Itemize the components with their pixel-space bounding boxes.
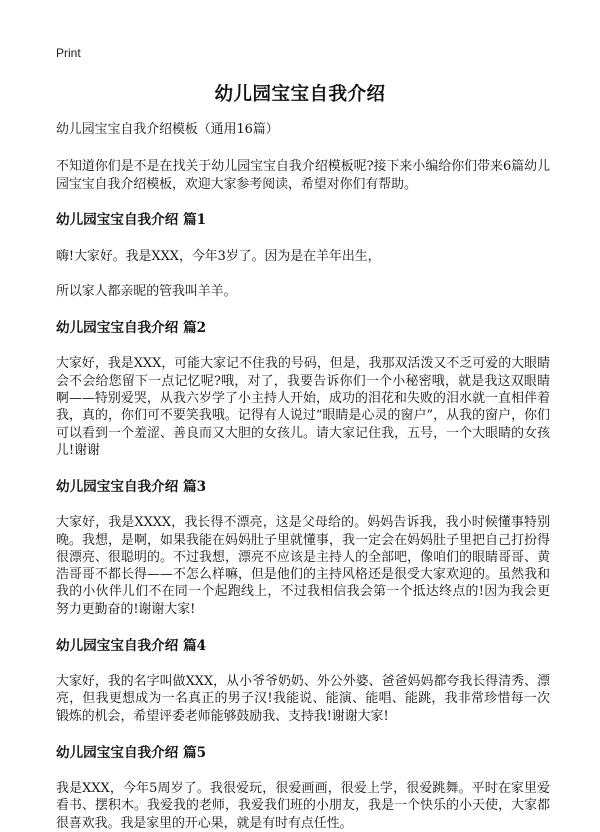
section-4-paragraph-1: 大家好，我的名字叫做XXX，从小爷爷奶奶、外公外婆、爸爸妈妈都夸我长得清秀、漂亮，但我更想成为一名真正的男子汉!我能说、能演、能唱、能跳，我非常珍惜每一次锻炼的机会，希望评委老师能够鼓励我、支持我!谢谢大家! <box>56 674 550 724</box>
section-3-paragraph-1: 大家好，我是XXXX，我长得不漂亮，这是父母给的。妈妈告诉我，我小时候懂事特别晚。我想，是啊，如果我能在妈妈肚子里就懂事，我一定会在妈妈肚子里把自己打扮得很漂亮、很聪明的。不过我想，漂亮不应该是主持人的全部吧，像咱们的眼睛哥哥、黄浩哥哥不都长得——不怎么样嘛，但是他们的主持风格还是很受大家欢迎的。虽然我和我的小伙伴儿们不在同一个起跑线上，不过我相信我会第一个抵达终点的!因为我会更努力更勤奋的!谢谢大家! <box>56 515 550 617</box>
section-heading-3: 幼儿园宝宝自我介绍 篇3 <box>56 479 207 496</box>
document-subtitle: 幼儿园宝宝自我介绍模板（通用16篇） <box>56 122 279 137</box>
section-heading-4: 幼儿园宝宝自我介绍 篇4 <box>56 638 207 655</box>
section-1-paragraph-1: 嗨!大家好。我是XXX，今年3岁了。因为是在羊年出生， <box>56 248 381 264</box>
intro-paragraph: 不知道你们是不是在找关于幼儿园宝宝自我介绍模板呢?接下来小编给你们带来6篇幼儿园宝宝自我介绍模板，欢迎大家参考阅读，希望对你们有帮助。 <box>56 159 550 192</box>
section-heading-2: 幼儿园宝宝自我介绍 篇2 <box>56 320 207 337</box>
section-heading-5: 幼儿园宝宝自我介绍 篇5 <box>56 744 207 761</box>
section-5-paragraph-1: 我是XXX，今年5周岁了。我很爱玩，很爱画画，很爱上学，很爱跳舞。平时在家里爱看书、摆积木。我爱我的老师，我爱我们班的小朋友，我是一个快乐的小天使，大家都很喜欢我。我是家里的开心果，就是有时有点任性。 <box>56 780 550 831</box>
section-2-paragraph-1: 大家好，我是XXX，可能大家记不住我的号码，但是，我那双活泼又不乏可爱的大眼睛会不会给您留下一点记忆呢?哦，对了，我要告诉你们一个小秘密哦，就是我这双眼睛啊——特别爱哭，从我六岁学了小主持人开始，成功的泪花和失败的泪水就一直相伴着我，真的，你们可不要笑我哦。记得有人说过“眼睛是心灵的窗户”，从我的窗户，你们可以看到一个羞涩、善良而又大胆的女孩儿。请大家记住我，五号，一个大眼睛的女孩儿!谢谢 <box>56 356 550 458</box>
page-title: 幼儿园宝宝自我介绍 <box>214 84 386 105</box>
document-body <box>56 121 550 832</box>
print-link[interactable]: Print <box>56 46 81 60</box>
section-1-paragraph-2: 所以家人都亲昵的管我叫羊羊。 <box>56 284 237 300</box>
section-heading-1: 幼儿园宝宝自我介绍 篇1 <box>56 211 207 228</box>
